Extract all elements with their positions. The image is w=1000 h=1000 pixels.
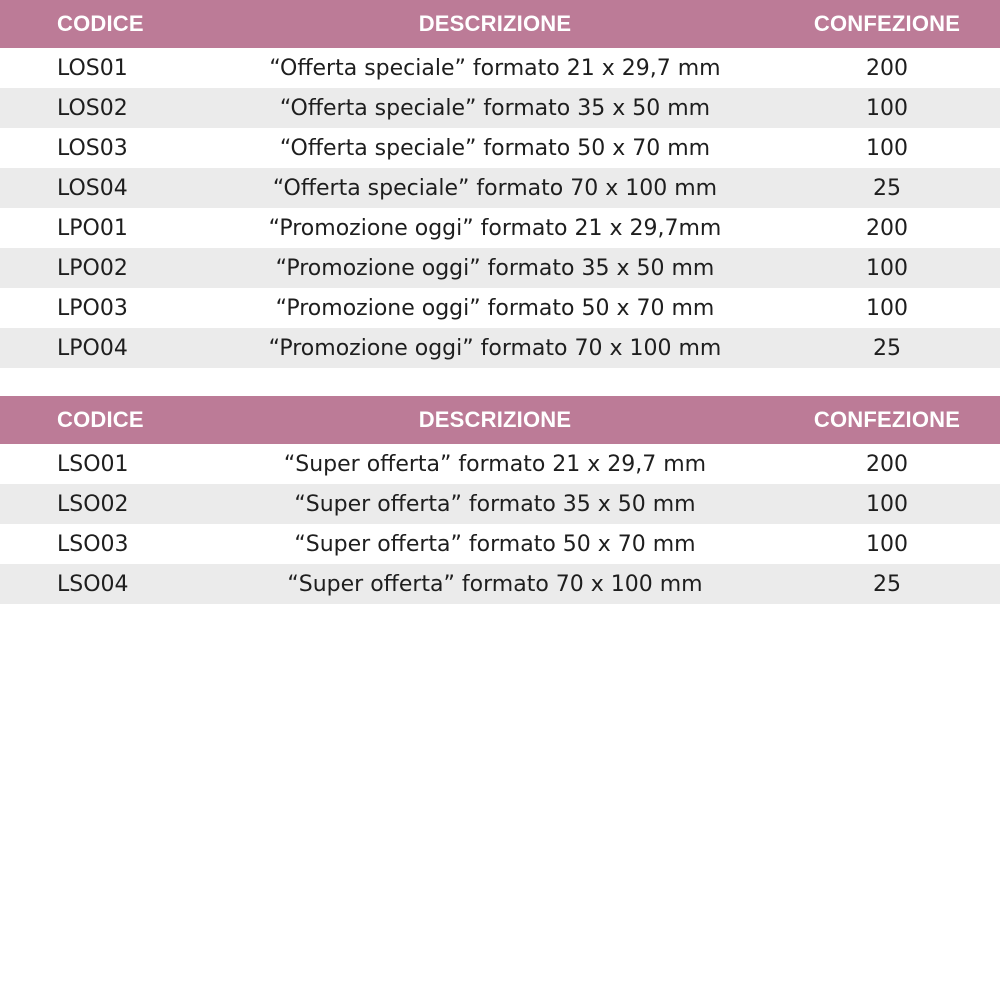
code-cell: LPO01 (57, 215, 128, 241)
description-cell: “Offerta speciale” formato 50 x 70 mm (279, 135, 711, 161)
package-cell: 200 (866, 55, 908, 81)
table-header (0, 0, 1000, 48)
description-cell: “Offerta speciale” formato 35 x 50 mm (279, 95, 711, 121)
package-cell: 200 (866, 215, 908, 241)
code-cell: LOS04 (57, 175, 128, 201)
description-cell: “Promozione oggi” formato 21 x 29,7mm (268, 215, 722, 241)
description-cell: “Promozione oggi” formato 50 x 70 mm (275, 295, 715, 321)
table-header (0, 396, 1000, 444)
code-cell: LPO04 (57, 335, 128, 361)
header-descrizione: DESCRIZIONE (418, 407, 572, 432)
table-row (0, 168, 1000, 208)
product-table-2 (0, 396, 1000, 604)
table-row (0, 444, 1000, 484)
package-cell: 25 (873, 335, 901, 361)
description-cell: “Promozione oggi” formato 35 x 50 mm (275, 255, 715, 281)
header-codice: CODICE (57, 11, 144, 36)
package-cell: 100 (866, 95, 908, 121)
code-cell: LSO04 (57, 571, 129, 597)
description-cell: “Super offerta” formato 70 x 100 mm (287, 571, 703, 597)
code-cell: LSO02 (57, 491, 129, 517)
package-cell: 100 (866, 295, 908, 321)
package-cell: 200 (866, 451, 908, 477)
header-confezione: CONFEZIONE (813, 407, 961, 432)
package-cell: 100 (866, 531, 908, 557)
code-cell: LPO02 (57, 255, 128, 281)
header-descrizione: DESCRIZIONE (418, 11, 572, 36)
table-row (0, 288, 1000, 328)
code-cell: LSO03 (57, 531, 129, 557)
header-codice: CODICE (57, 407, 144, 432)
package-cell: 100 (866, 491, 908, 517)
description-cell: “Super offerta” formato 35 x 50 mm (294, 491, 696, 517)
table-row (0, 208, 1000, 248)
description-cell: “Offerta speciale” formato 21 x 29,7 mm (269, 55, 721, 81)
table-row (0, 564, 1000, 604)
table-row (0, 328, 1000, 368)
table-row (0, 88, 1000, 128)
code-cell: LSO01 (57, 451, 129, 477)
code-cell: LOS01 (57, 55, 128, 81)
description-cell: “Offerta speciale” formato 70 x 100 mm (272, 175, 718, 201)
table-row (0, 48, 1000, 88)
table-row (0, 248, 1000, 288)
product-table-1 (0, 0, 1000, 368)
description-cell: “Promozione oggi” formato 70 x 100 mm (268, 335, 722, 361)
description-cell: “Super offerta” formato 50 x 70 mm (294, 531, 696, 557)
package-cell: 25 (873, 571, 901, 597)
header-confezione: CONFEZIONE (813, 11, 961, 36)
description-cell: “Super offerta” formato 21 x 29,7 mm (283, 451, 707, 477)
package-cell: 100 (866, 255, 908, 281)
package-cell: 100 (866, 135, 908, 161)
table-row (0, 484, 1000, 524)
table-row (0, 524, 1000, 564)
code-cell: LOS03 (57, 135, 128, 161)
code-cell: LOS02 (57, 95, 128, 121)
code-cell: LPO03 (57, 295, 128, 321)
table-row (0, 128, 1000, 168)
package-cell: 25 (873, 175, 901, 201)
